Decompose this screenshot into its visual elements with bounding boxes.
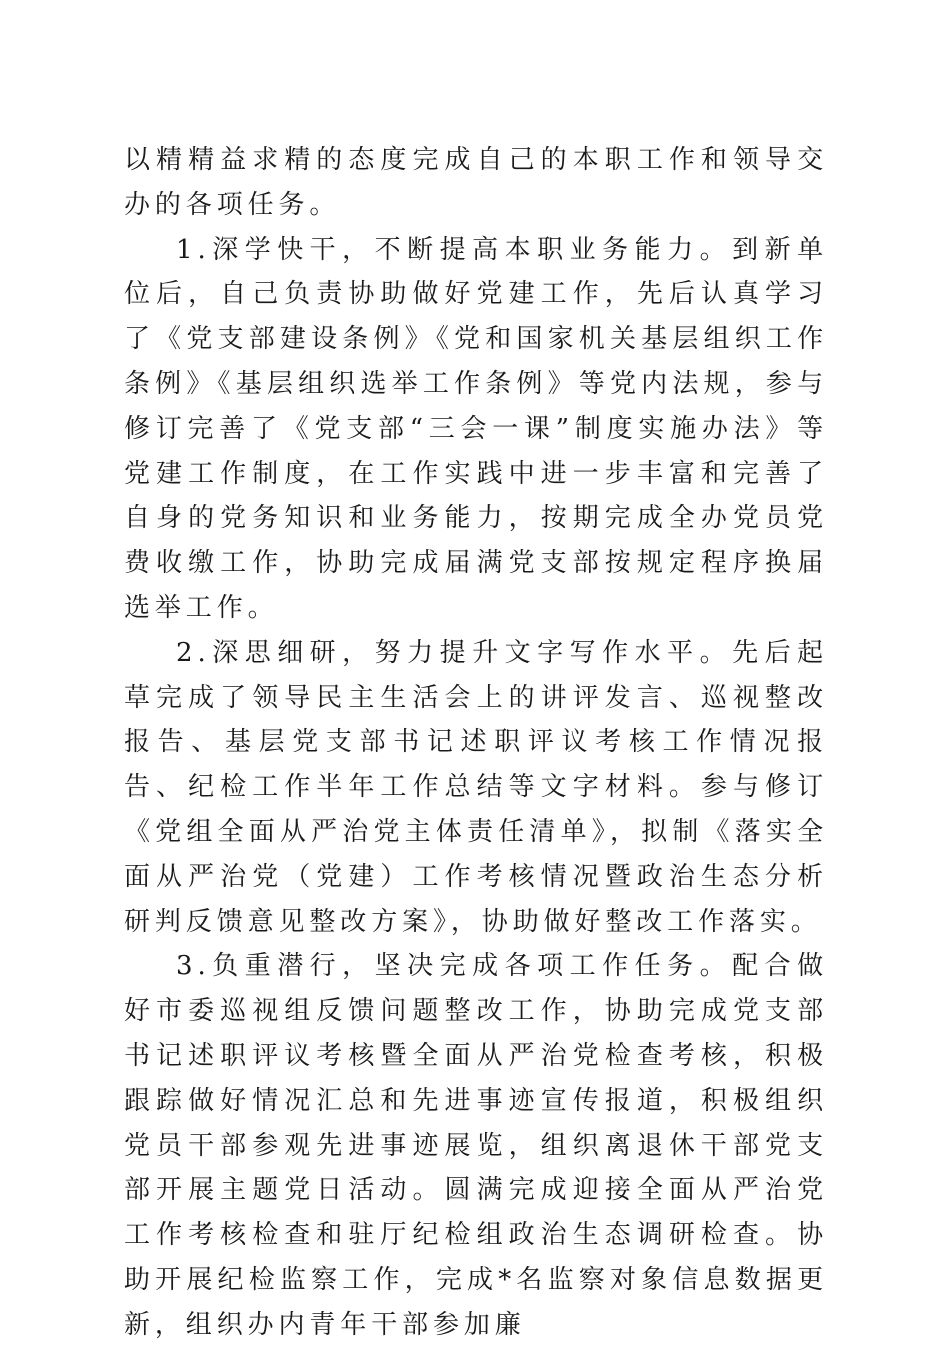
- paragraph-item-3: 3.负重潜行，坚决完成各项工作任务。配合做好市委巡视组反馈问题整改工作，协助完成党支部书记述职评议考核暨全面从严治党检查考核，积极跟踪做好情况汇总和先进事迹宣传报道，积极组织党员干部参观先进事迹展览，组织离退休干部党支部开展主题党日活动。圆满完成迎接全面从严治党工作考核检查和驻厅纪检组政治生态调研检查。协助开展纪检监察工作，完成*名监察对象信息数据更新，组织办内青年干部参加廉: [124, 951, 828, 1340]
- document-body: [124, 138, 828, 1348]
- paragraph-item-2: 2.深思细研，努力提升文字写作水平。先后起草完成了领导民主生活会上的讲评发言、巡视整改报告、基层党支部书记述职评议考核工作情况报告、纪检工作半年工作总结等文字材料。参与修订《党组全面从严治党主体责任清单》，拟制《落实全面从严治党（党建）工作考核情况暨政治生态分析研判反馈意见整改方案》，协助做好整改工作落实。: [124, 637, 828, 937]
- paragraph-intro-continuation: 以精精益求精的态度完成自己的本职工作和领导交办的各项任务。: [124, 145, 828, 220]
- paragraph-item-1: 1.深学快干，不断提高本职业务能力。到新单位后，自己负责协助做好党建工作，先后认真学习了《党支部建设条例》《党和国家机关基层组织工作条例》《基层组织选举工作条例》等党内法规，参与修订完善了《党支部“三会一课”制度实施办法》等党建工作制度，在工作实践中进一步丰富和完善了自身的党务知识和业务能力，按期完成全办党员党费收缴工作，协助完成届满党支部按规定程序换届选举工作。: [124, 234, 828, 623]
